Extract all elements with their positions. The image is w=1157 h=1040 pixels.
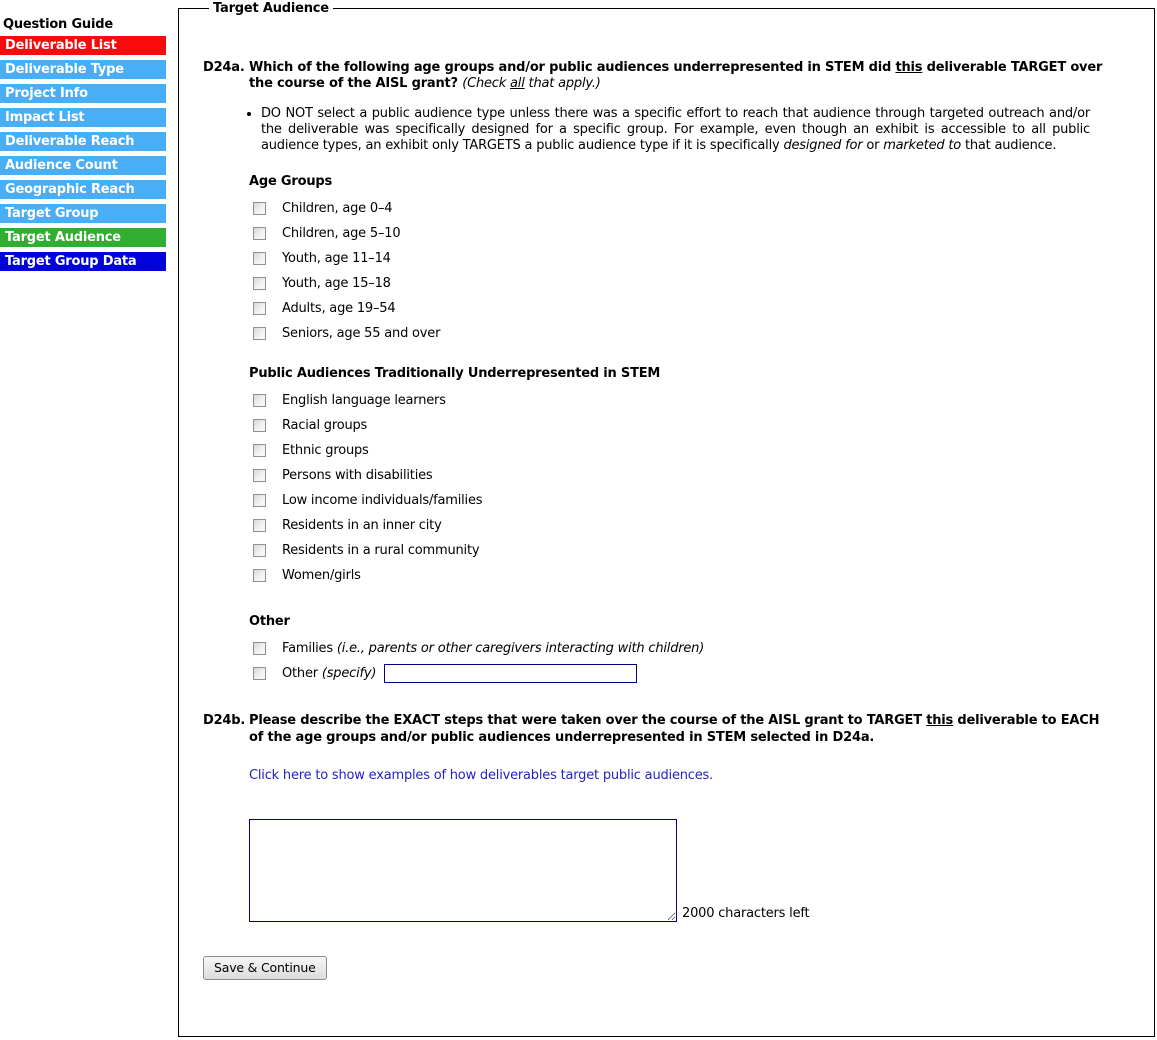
question-d24a <box>203 60 1104 92</box>
question-text: Which of the following age groups and/or public audiences underrepresented in STEM did <box>249 60 896 75</box>
other-label: Other <box>282 666 322 681</box>
public-audience-row[interactable] <box>249 463 1104 488</box>
age-groups-list <box>249 196 1104 346</box>
checkbox[interactable] <box>253 394 266 407</box>
checkbox[interactable] <box>253 302 266 315</box>
public-audience-row[interactable] <box>249 438 1104 463</box>
question-text: Please describe the EXACT steps that were taken over the course of the AISL grant to TARGET <box>249 713 927 728</box>
checkbox[interactable] <box>253 544 266 557</box>
checkbox-label: Children, age 0–4 <box>282 201 393 216</box>
age-group-row[interactable] <box>249 271 1104 296</box>
checkbox-label: Persons with disabilities <box>282 468 433 483</box>
question-d24a-text <box>249 60 1104 92</box>
question-note: that apply.) <box>524 76 601 91</box>
question-d24b <box>203 712 1104 746</box>
checkbox-label: Residents in a rural community <box>282 543 480 558</box>
checkbox[interactable] <box>253 277 266 290</box>
sidebar-item[interactable]: Deliverable Reach <box>0 132 166 151</box>
checkbox-label: Children, age 5–10 <box>282 226 401 241</box>
question-text: deliverable to EACH of the age groups and/or public audiences underrepresented in STEM selected in D24a. <box>249 713 1100 745</box>
age-groups-section <box>249 174 1104 346</box>
checkbox-label: Residents in an inner city <box>282 518 442 533</box>
instruction-text-italic: designed for <box>783 138 863 153</box>
sidebar-item[interactable]: Target Group <box>0 204 166 223</box>
sidebar-item[interactable]: Target Audience <box>0 228 166 247</box>
sidebar-item[interactable]: Impact List <box>0 108 166 127</box>
checkbox[interactable] <box>253 202 266 215</box>
checkbox[interactable] <box>253 667 266 680</box>
checkbox-label: Youth, age 15–18 <box>282 276 391 291</box>
age-group-row[interactable] <box>249 246 1104 271</box>
question-text: deliverable TARGET over the course of the AISL grant? <box>249 60 1103 91</box>
public-audience-row[interactable] <box>249 488 1104 513</box>
families-row[interactable] <box>249 636 1104 661</box>
families-label: Families <box>282 641 337 656</box>
public-audience-row[interactable] <box>249 413 1104 438</box>
examples-link-row <box>249 768 1104 783</box>
other-specify-input[interactable] <box>384 664 637 683</box>
age-group-row[interactable] <box>249 321 1104 346</box>
public-audiences-section <box>249 366 1104 588</box>
question-note: (Check <box>462 76 511 91</box>
checkbox[interactable] <box>253 227 266 240</box>
checkbox-label: Youth, age 11–14 <box>282 251 391 266</box>
checkbox-label <box>282 666 376 681</box>
public-audiences-heading: Public Audiences Traditionally Underrepresented in STEM <box>249 366 661 381</box>
panel-content <box>203 60 1104 980</box>
checkbox[interactable] <box>253 569 266 582</box>
save-continue-button[interactable]: Save & Continue <box>203 956 327 980</box>
panel-legend: Target Audience <box>213 1 329 16</box>
checkbox[interactable] <box>253 419 266 432</box>
target-audience-panel <box>178 1 1155 1037</box>
checkbox-label: English language learners <box>282 393 446 408</box>
answer-area-row <box>249 819 1104 922</box>
sidebar-item[interactable]: Deliverable List <box>0 36 166 55</box>
other-note: (specify) <box>321 666 377 681</box>
question-d24b-number: D24b. <box>203 713 246 728</box>
public-audience-row[interactable] <box>249 538 1104 563</box>
question-d24b-text <box>249 712 1104 746</box>
instruction-text: or <box>862 138 884 153</box>
question-guide-sidebar <box>0 17 166 276</box>
question-text-underlined: this <box>895 60 923 75</box>
question-d24a-number: D24a. <box>203 60 245 75</box>
sidebar-item[interactable]: Audience Count <box>0 156 166 175</box>
public-audience-row[interactable] <box>249 563 1104 588</box>
other-section <box>249 614 1104 686</box>
question-text-underlined: this <box>926 713 954 728</box>
sidebar-item[interactable]: Geographic Reach <box>0 180 166 199</box>
instruction-text: that audience. <box>961 138 1057 153</box>
question-note-underlined: all <box>510 76 525 91</box>
characters-left-counter: 2000 characters left <box>682 906 810 921</box>
checkbox-label: Low income individuals/families <box>282 493 483 508</box>
age-groups-heading: Age Groups <box>249 174 333 189</box>
sidebar-title: Question Guide <box>3 17 113 32</box>
other-heading: Other <box>249 614 290 629</box>
public-audiences-list <box>249 388 1104 588</box>
instruction-list <box>203 106 1104 154</box>
show-examples-link[interactable]: Click here to show examples of how deliverables target public audiences. <box>249 768 714 783</box>
families-note: (i.e., parents or other caregivers interacting with children) <box>336 641 705 656</box>
sidebar-item[interactable]: Target Group Data <box>0 252 166 271</box>
instruction-bullet <box>261 106 1090 154</box>
checkbox[interactable] <box>253 327 266 340</box>
sidebar-nav <box>0 36 166 271</box>
d24b-answer-textarea[interactable] <box>249 819 677 922</box>
checkbox[interactable] <box>253 642 266 655</box>
checkbox-label: Women/girls <box>282 568 361 583</box>
checkbox[interactable] <box>253 519 266 532</box>
public-audience-row[interactable] <box>249 513 1104 538</box>
checkbox-label: Racial groups <box>282 418 368 433</box>
age-group-row[interactable] <box>249 196 1104 221</box>
checkbox[interactable] <box>253 444 266 457</box>
sidebar-item[interactable]: Project Info <box>0 84 166 103</box>
age-group-row[interactable] <box>249 296 1104 321</box>
checkbox[interactable] <box>253 469 266 482</box>
checkbox-label <box>282 641 704 656</box>
checkbox-label: Seniors, age 55 and over <box>282 326 441 341</box>
sidebar-item[interactable]: Deliverable Type <box>0 60 166 79</box>
instruction-text-italic: marketed to <box>883 138 962 153</box>
checkbox[interactable] <box>253 494 266 507</box>
public-audience-row[interactable] <box>249 388 1104 413</box>
checkbox-label: Adults, age 19–54 <box>282 301 396 316</box>
age-group-row[interactable] <box>249 221 1104 246</box>
instruction-text: DO NOT select a public audience type unless there was a specific effort to reach that audience through targeted outreach and/or the deliverable was specifically designed for a specific group. For example, even though an exhibit is accessible to all public audience types, an exhibit only TARGETS a public audience type if it is specifically <box>261 106 1090 153</box>
other-specify-row[interactable] <box>249 661 1104 686</box>
checkbox-label: Ethnic groups <box>282 443 369 458</box>
checkbox[interactable] <box>253 252 266 265</box>
other-list <box>249 636 1104 686</box>
